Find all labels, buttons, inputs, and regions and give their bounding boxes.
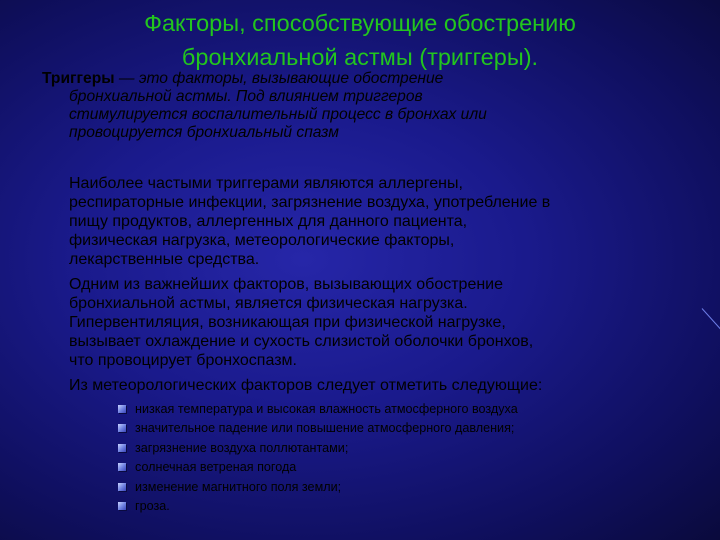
text-line: бронхиальной астмы, является физическая нагрузка.	[69, 295, 468, 312]
definition-term: Триггеры	[42, 70, 115, 87]
title-line-2: бронхиальной астмы (триггеры).	[181, 44, 539, 70]
text-line: Из метеорологических факторов следует отметить следующие:	[69, 377, 543, 394]
list-item	[116, 497, 676, 516]
definition-line-4: провоцируется бронхиальный спазм	[69, 124, 339, 141]
text-line: лекарственные средства.	[69, 251, 260, 268]
list-item	[116, 419, 676, 438]
weather-factors-list	[116, 400, 676, 516]
definition-line-3: стимулируется воспалительный процесс в бронхах или	[69, 106, 487, 123]
list-item	[116, 478, 676, 497]
list-item-text: солнечная ветреная погода	[135, 460, 297, 475]
square-bullet-icon	[118, 424, 126, 432]
slide-title	[60, 6, 660, 74]
text-line: Одним из важнейших факторов, вызывающих обострение	[69, 276, 504, 293]
definition-paragraph	[42, 70, 682, 142]
text-line: физическая нагрузка, метеорологические факторы,	[69, 232, 455, 249]
square-bullet-icon	[118, 483, 126, 491]
list-item	[116, 400, 676, 419]
decorative-line	[702, 308, 720, 335]
text-line: пищу продуктов, аллергенных для данного пациента,	[69, 213, 468, 230]
text-line: вызывает охлаждение и сухость слизистой оболочки бронхов,	[69, 333, 534, 350]
paragraph-weather-intro	[69, 376, 689, 395]
text-line: Гипервентиляция, возникающая при физической нагрузке,	[69, 314, 506, 331]
list-item-text: загрязнение воздуха поллютантами;	[135, 440, 349, 455]
square-bullet-icon	[118, 463, 126, 471]
list-item-text: изменение магнитного поля земли;	[135, 479, 342, 494]
text-line: респираторные инфекции, загрязнение воздуха, употребление в	[69, 194, 551, 211]
square-bullet-icon	[118, 405, 126, 413]
square-bullet-icon	[118, 502, 126, 510]
list-item	[116, 439, 676, 458]
definition-line-2: бронхиальной астмы. Под влиянием триггеров	[69, 88, 423, 105]
paragraph-common-triggers	[69, 174, 689, 269]
text-line: что провоцирует бронхоспазм.	[69, 352, 297, 369]
title-line-1: Факторы, способствующие обострению	[144, 10, 576, 36]
list-item-text: гроза.	[135, 499, 170, 514]
square-bullet-icon	[118, 444, 126, 452]
definition-line-1: — это факторы, вызывающие обострение	[114, 70, 444, 87]
list-item-text: низкая температура и высокая влажность атмосферного воздуха	[135, 402, 518, 416]
list-item	[116, 458, 676, 477]
list-item-text: значительное падение или повышение атмосферного давления;	[135, 421, 515, 436]
paragraph-physical-load	[69, 275, 689, 370]
text-line: Наиболее частыми триггерами являются аллергены,	[69, 175, 463, 192]
